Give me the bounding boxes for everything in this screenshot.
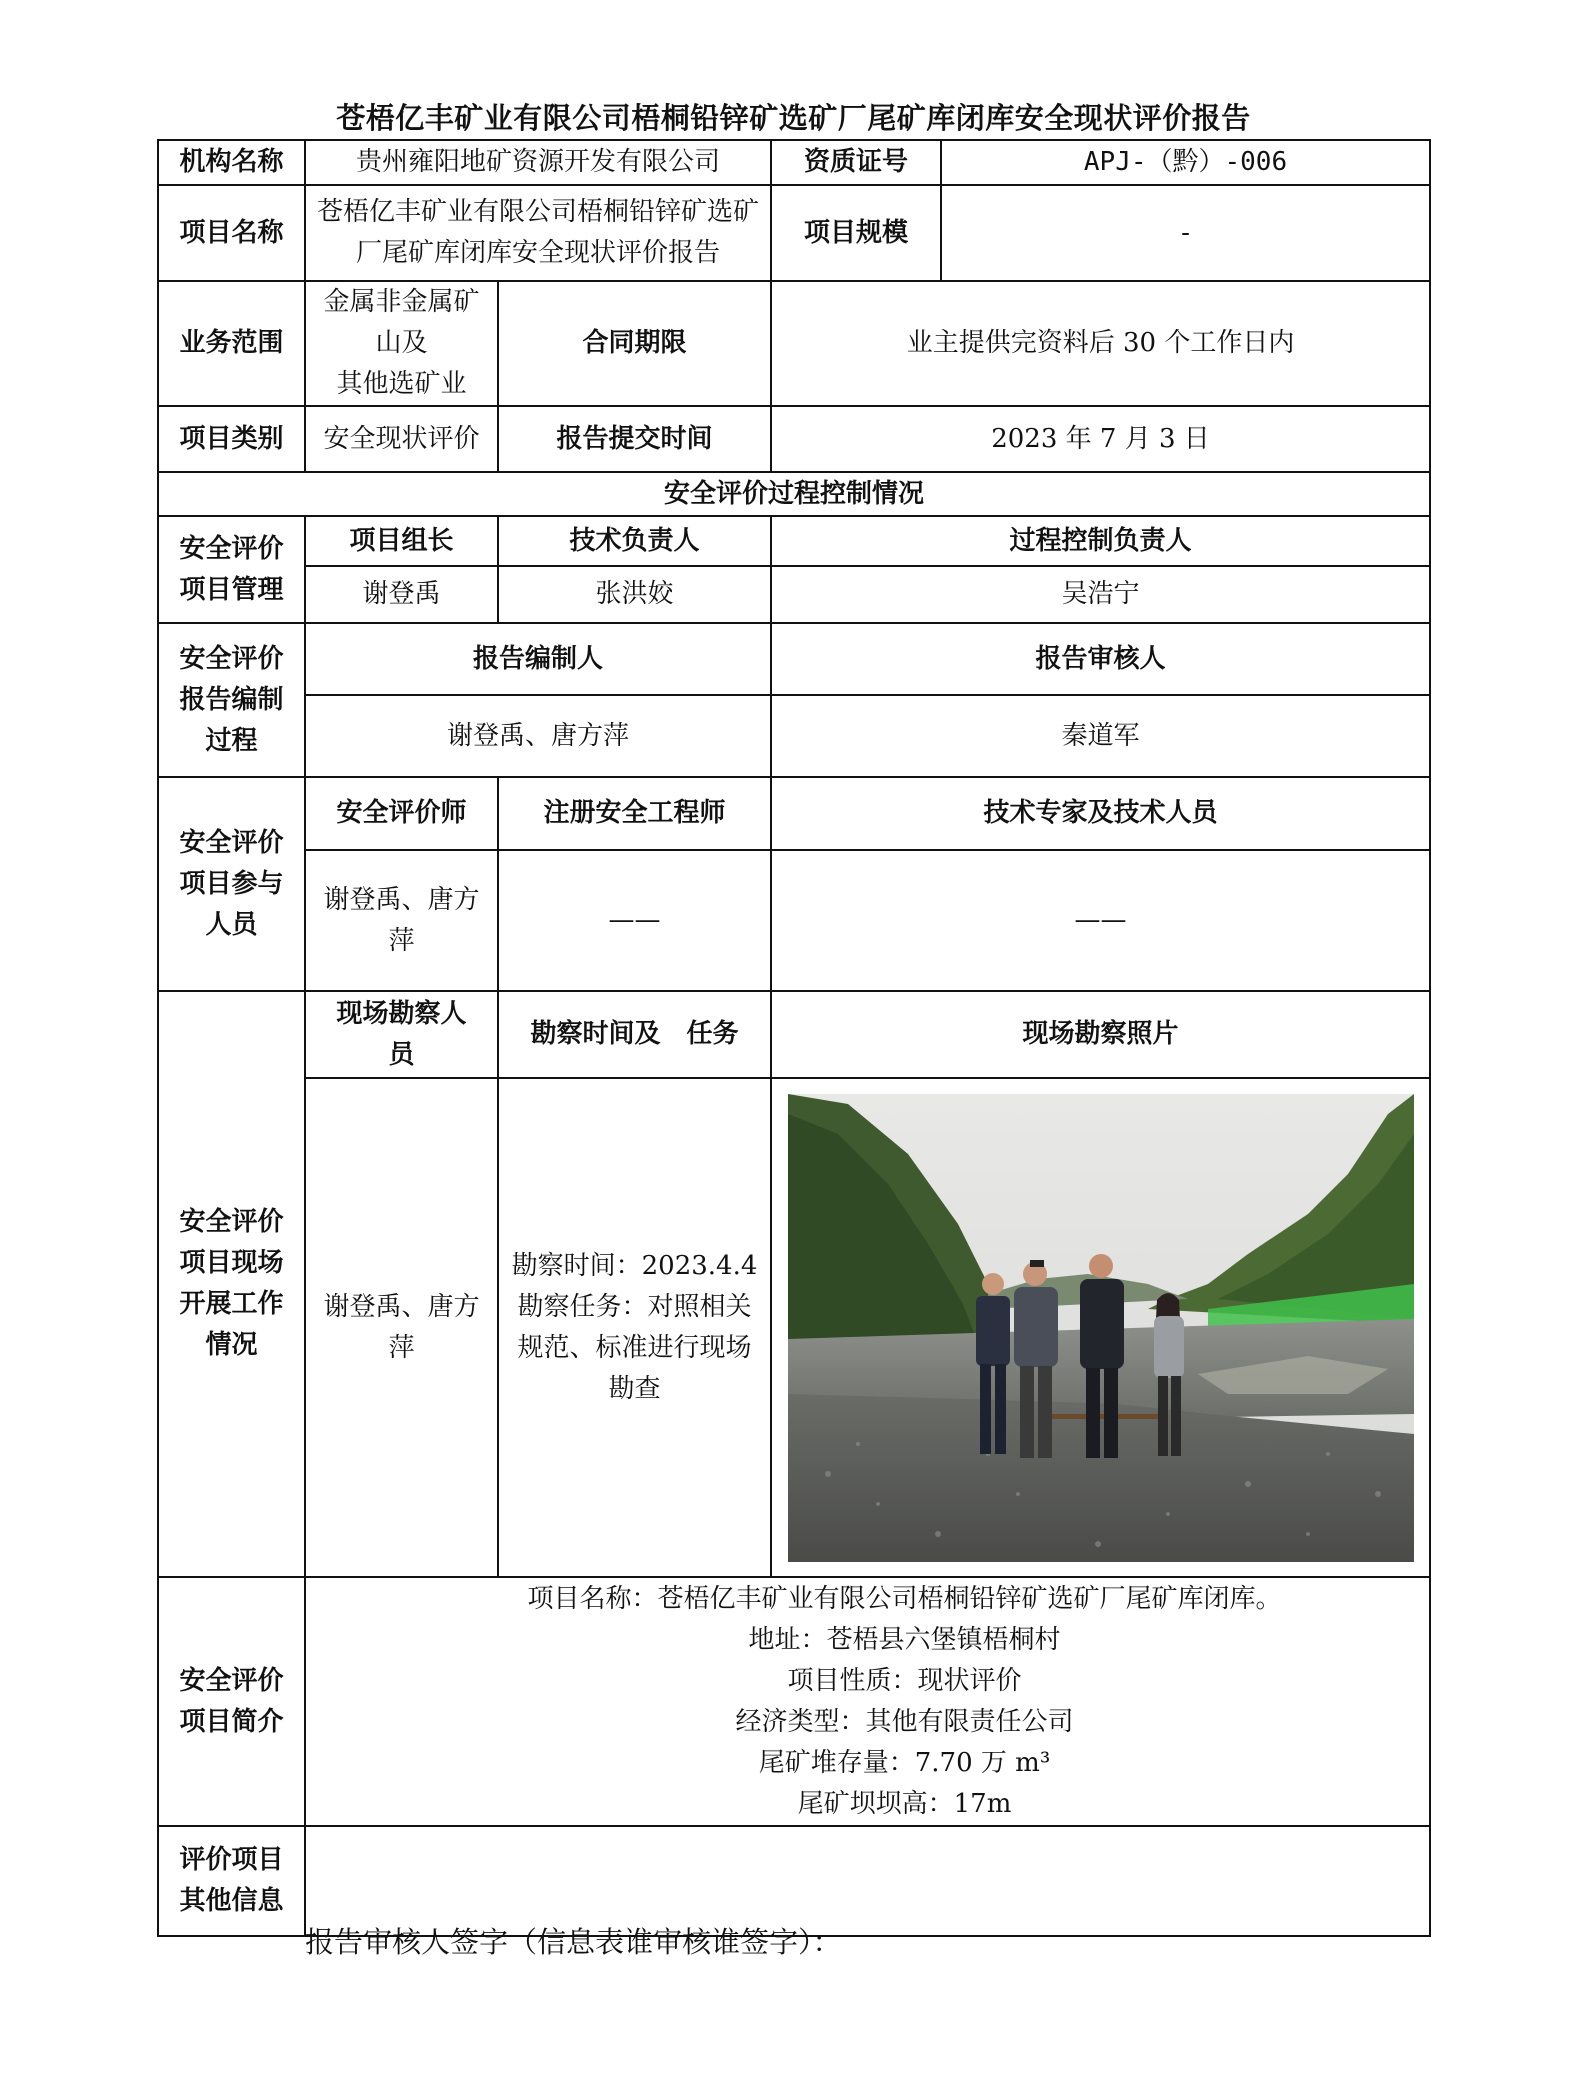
- reviewer-header: 报告审核人: [771, 623, 1430, 695]
- submit-value: 2023 年 7 月 3 日: [771, 406, 1430, 472]
- engineer-value: ——: [498, 850, 771, 991]
- intro-label-line1: 安全评价: [179, 1665, 284, 1696]
- site-label-line3: 开展工作: [179, 1289, 284, 1319]
- leader-value: 谢登禹: [305, 566, 498, 623]
- leader-header: 项目组长: [305, 516, 498, 566]
- scope-value: [305, 281, 498, 406]
- site-label: [158, 991, 305, 1577]
- survey-line2: 勘察任务：对照相关: [517, 1291, 752, 1322]
- project-value-line2: 厂尾矿库闭库安全现状评价报告: [356, 238, 721, 268]
- survey-line3: 规范、标准进行现场: [517, 1332, 752, 1363]
- other-label: [158, 1826, 305, 1936]
- other-label-line2: 其他信息: [179, 1886, 284, 1916]
- tech-header: 技术负责人: [498, 516, 771, 566]
- evaluator-value-line1: 谢登禹、唐方: [323, 884, 480, 915]
- intro-line4: 经济类型：其他有限责任公司: [735, 1706, 1074, 1737]
- contract-label: 合同期限: [498, 281, 771, 406]
- staff-label-line2: 项目参与: [179, 868, 284, 899]
- surveyor-header-line1: 现场勘察人: [336, 998, 467, 1029]
- survey-line1: 勘察时间：2023.4.4: [511, 1250, 758, 1281]
- report-label-line3: 过程: [205, 725, 258, 756]
- mgmt-label-line1: 安全评价: [179, 533, 284, 564]
- report-label-line2: 报告编制: [179, 684, 284, 715]
- staff-label-line1: 安全评价: [179, 827, 284, 858]
- reviewer-value: 秦道军: [771, 695, 1430, 777]
- intro-line1: 项目名称：苍梧亿丰矿业有限公司梧桐铅锌矿选矿厂尾矿库闭库。: [527, 1583, 1282, 1614]
- surveyor-header: [305, 991, 498, 1078]
- staff-label-line3: 人员: [205, 909, 258, 940]
- project-label: 项目名称: [158, 185, 305, 281]
- report-label: [158, 623, 305, 777]
- intro-body: [305, 1577, 1430, 1826]
- control-value: 吴浩宁: [771, 566, 1430, 623]
- site-label-line1: 安全评价: [179, 1207, 284, 1237]
- compiler-header: 报告编制人: [305, 623, 771, 695]
- evaluator-value: [305, 850, 498, 991]
- compiler-value: 谢登禹、唐方萍: [305, 695, 771, 777]
- org-value: 贵州雍阳地矿资源开发有限公司: [305, 140, 771, 185]
- org-label: 机构名称: [158, 140, 305, 185]
- photo-cell: [771, 1078, 1430, 1577]
- project-value: [305, 185, 771, 281]
- contract-value: 业主提供完资料后 30 个工作日内: [771, 281, 1430, 406]
- expert-value: ——: [771, 850, 1430, 991]
- submit-label: 报告提交时间: [498, 406, 771, 472]
- scope-value-line1: 金属非金属矿山及: [323, 287, 480, 358]
- photo-header: 现场勘察照片: [771, 991, 1430, 1078]
- scope-label: 业务范围: [158, 281, 305, 406]
- site-label-line4: 情况: [205, 1330, 258, 1360]
- category-label: 项目类别: [158, 406, 305, 472]
- intro-line5: 尾矿堆存量：7.70 万 m³: [758, 1747, 1051, 1778]
- staff-label: [158, 777, 305, 991]
- scale-label: 项目规模: [771, 185, 941, 281]
- cert-label: 资质证号: [771, 140, 941, 185]
- site-photo: [788, 1094, 1414, 1562]
- surveyor-header-line2: 员: [388, 1039, 415, 1070]
- intro-label-line2: 项目简介: [179, 1706, 284, 1737]
- intro-line6: 尾矿坝坝高：17m: [797, 1788, 1012, 1819]
- signature-line: 报告审核人签字（信息表谁审核谁签字）：: [305, 1925, 842, 1959]
- report-info-table: [157, 139, 1431, 1937]
- section-header: 安全评价过程控制情况: [158, 472, 1430, 516]
- survey-line4: 勘查: [608, 1373, 661, 1404]
- evaluator-header: 安全评价师: [305, 777, 498, 850]
- cert-value: APJ-（黔）-006: [941, 140, 1430, 185]
- report-label-line1: 安全评价: [179, 643, 284, 674]
- other-label-line1: 评价项目: [179, 1845, 284, 1875]
- expert-header: 技术专家及技术人员: [771, 777, 1430, 850]
- category-value: 安全现状评价: [305, 406, 498, 472]
- evaluator-value-line2: 萍: [388, 925, 415, 956]
- survey-time-header: 勘察时间及 任务: [498, 991, 771, 1078]
- tech-value: 张洪姣: [498, 566, 771, 623]
- site-label-line2: 项目现场: [179, 1248, 284, 1278]
- project-value-line1: 苍梧亿丰矿业有限公司梧桐铅锌矿选矿: [317, 197, 760, 227]
- mgmt-label-line2: 项目管理: [179, 574, 284, 605]
- surveyor-value-line1: 谢登禹、唐方: [323, 1291, 480, 1322]
- intro-line2: 地址：苍梧县六堡镇梧桐村: [748, 1624, 1061, 1655]
- intro-label: [158, 1577, 305, 1826]
- page-title: 苍梧亿丰矿业有限公司梧桐铅锌矿选矿厂尾矿库闭库安全现状评价报告: [336, 101, 1251, 135]
- surveyor-value: [305, 1078, 498, 1577]
- mgmt-label: [158, 516, 305, 623]
- surveyor-value-line2: 萍: [388, 1332, 415, 1363]
- scale-value: -: [941, 185, 1430, 281]
- scope-value-line2: 其他选矿业: [336, 369, 467, 399]
- engineer-header: 注册安全工程师: [498, 777, 771, 850]
- intro-line3: 项目性质：现状评价: [787, 1665, 1022, 1696]
- survey-task: [498, 1078, 771, 1577]
- control-header: 过程控制负责人: [771, 516, 1430, 566]
